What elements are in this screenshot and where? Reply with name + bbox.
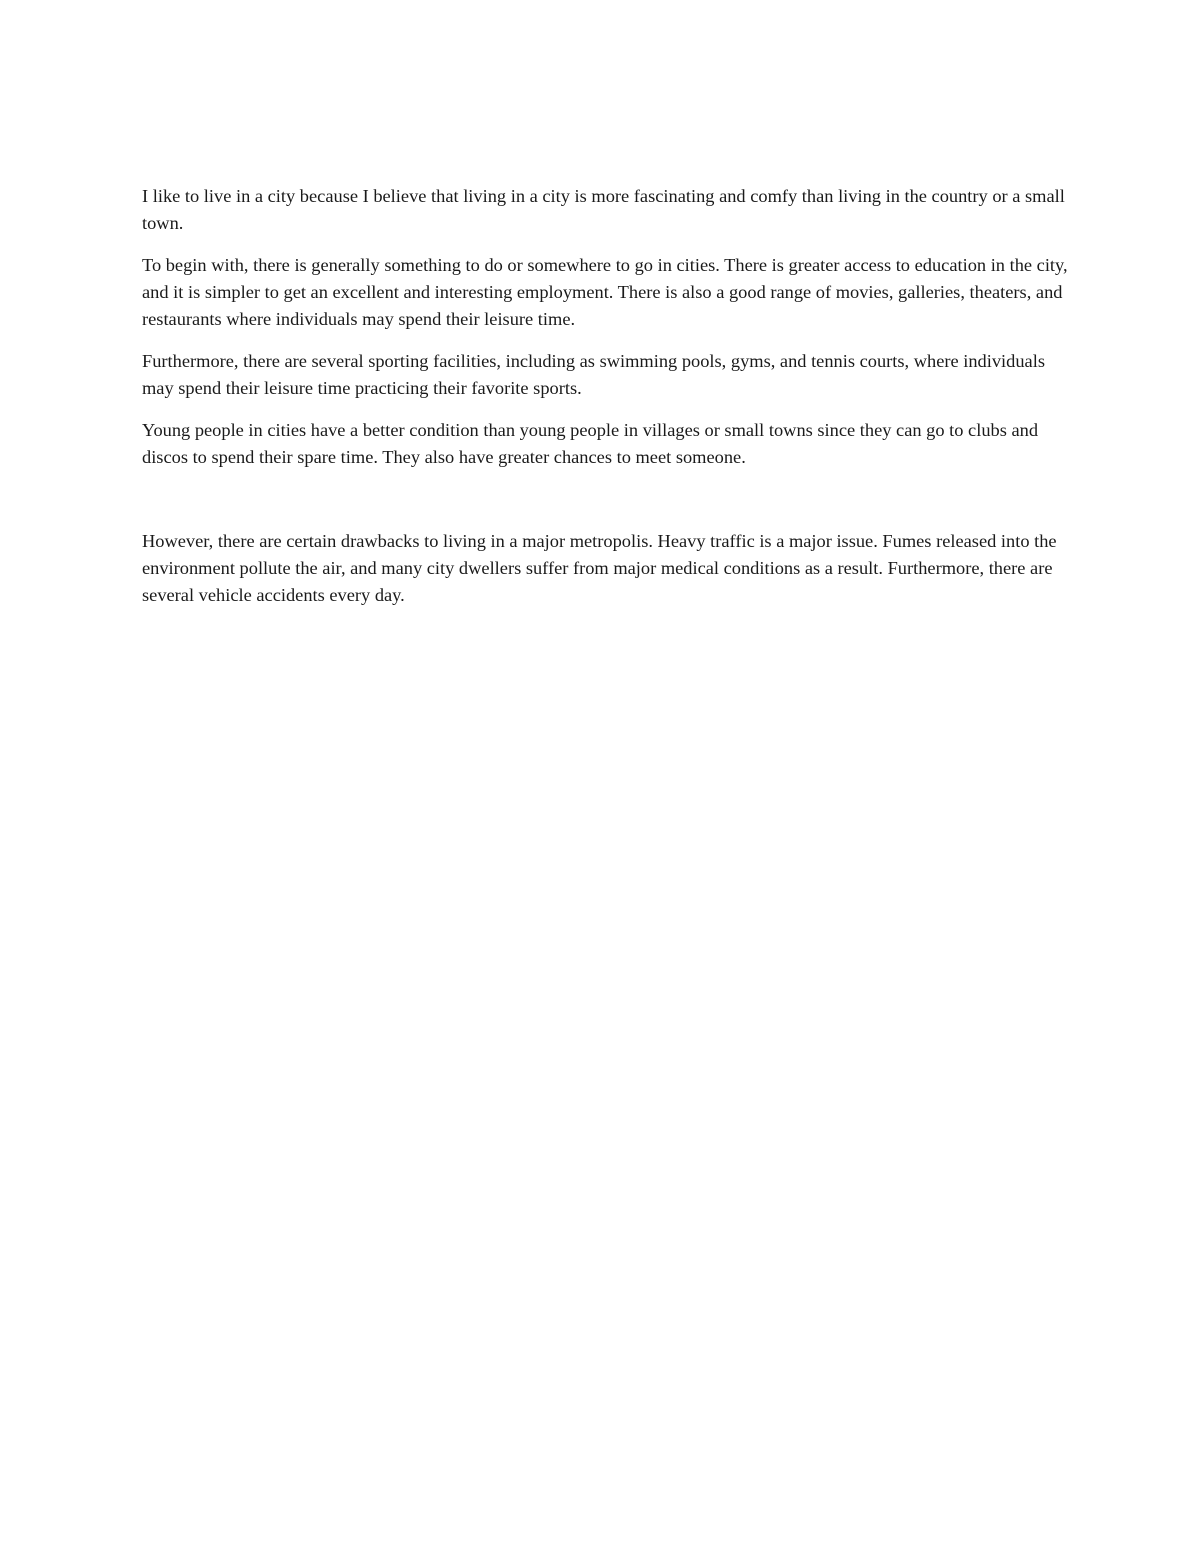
blank-line (142, 486, 1072, 528)
paragraph-sporting-facilities: Furthermore, there are several sporting facilities, including as swimming pools, gyms, and tennis courts, where individuals may spend their leisure time practicing their favorite sports. (142, 351, 1045, 398)
paragraph-drawbacks: However, there are certain drawbacks to living in a major metropolis. Heavy traffic is a major issue. Fumes released into the environment pollute the air, and many city dwellers suffer from major medical conditions as a result. Furthermore, there are several vehicle accidents every day. (142, 531, 1057, 605)
paragraph-city-activities: To begin with, there is generally something to do or somewhere to go in cities. There is greater access to education in the city, and it is simpler to get an excellent and interesting employment. There is also a good range of movies, galleries, theaters, and restaurants where individuals may spend their leisure time. (142, 255, 1068, 329)
paragraph-young-people: Young people in cities have a better condition than young people in villages or small towns since they can go to clubs and discos to spend their spare time. They also have greater chances to meet someone. (142, 420, 1039, 467)
paragraph-intro: I like to live in a city because I believe that living in a city is more fascinating and comfy than living in the country or a small town. (142, 186, 1065, 233)
document-body (142, 183, 1072, 624)
